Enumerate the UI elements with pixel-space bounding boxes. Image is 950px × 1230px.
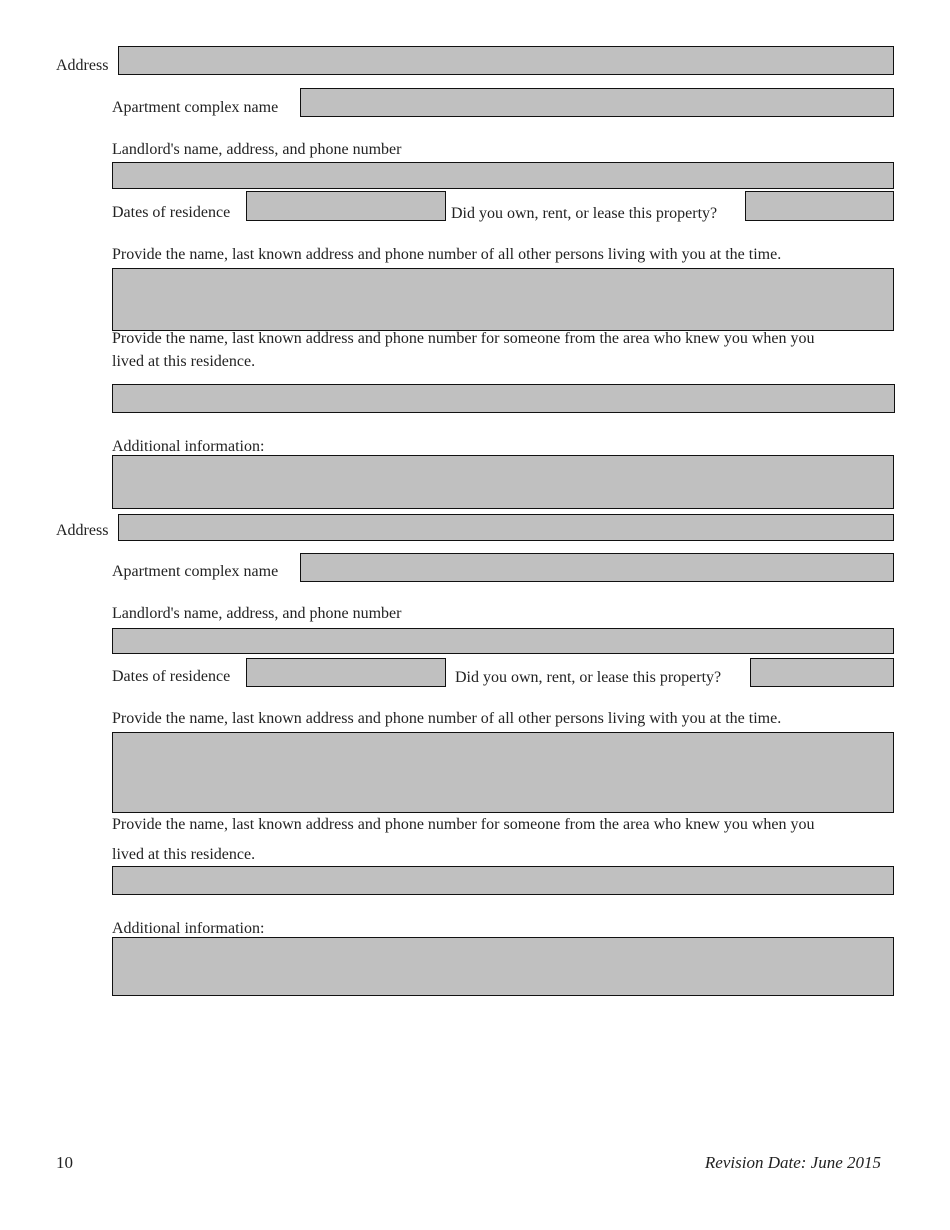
reference-label-line2: lived at this residence.: [112, 846, 256, 863]
landlord-field[interactable]: [112, 162, 894, 189]
address-label: Address: [56, 57, 109, 74]
dates-field[interactable]: [246, 191, 446, 221]
apartment-label: Apartment complex name: [112, 99, 279, 116]
landlord-label: Landlord's name, address, and phone number: [112, 141, 402, 158]
own-rent-field[interactable]: [750, 658, 894, 687]
reference-field[interactable]: [112, 866, 894, 895]
apartment-field[interactable]: [300, 553, 894, 582]
page-number: 10: [56, 1153, 73, 1172]
reference-label-line1: Provide the name, last known address and phone number for someone from the area who knew you when you: [112, 330, 815, 347]
apartment-label: Apartment complex name: [112, 563, 279, 580]
own-rent-label: Did you own, rent, or lease this property?: [451, 205, 718, 222]
address-field[interactable]: [118, 514, 894, 541]
apartment-field[interactable]: [300, 88, 894, 117]
address-label: Address: [56, 522, 109, 539]
dates-field[interactable]: [246, 658, 446, 687]
landlord-label: Landlord's name, address, and phone number: [112, 605, 402, 622]
additional-label: Additional information:: [112, 438, 265, 455]
landlord-field[interactable]: [112, 628, 894, 654]
reference-field[interactable]: [112, 384, 895, 413]
own-rent-label: Did you own, rent, or lease this property?: [455, 669, 722, 686]
revision-date: Revision Date: June 2015: [704, 1153, 881, 1172]
additional-field[interactable]: [112, 455, 894, 509]
persons-field[interactable]: [112, 732, 894, 813]
additional-field[interactable]: [112, 937, 894, 996]
persons-field[interactable]: [112, 268, 894, 331]
reference-label-line1: Provide the name, last known address and phone number for someone from the area who knew you when you: [112, 816, 815, 833]
dates-label: Dates of residence: [112, 204, 231, 221]
own-rent-field[interactable]: [745, 191, 894, 221]
reference-label-line2: lived at this residence.: [112, 353, 256, 370]
persons-label: Provide the name, last known address and phone number of all other persons living with you at the time.: [112, 246, 782, 263]
address-field[interactable]: [118, 46, 894, 75]
additional-label: Additional information:: [112, 920, 265, 937]
persons-label: Provide the name, last known address and phone number of all other persons living with you at the time.: [112, 710, 782, 727]
dates-label: Dates of residence: [112, 668, 231, 685]
